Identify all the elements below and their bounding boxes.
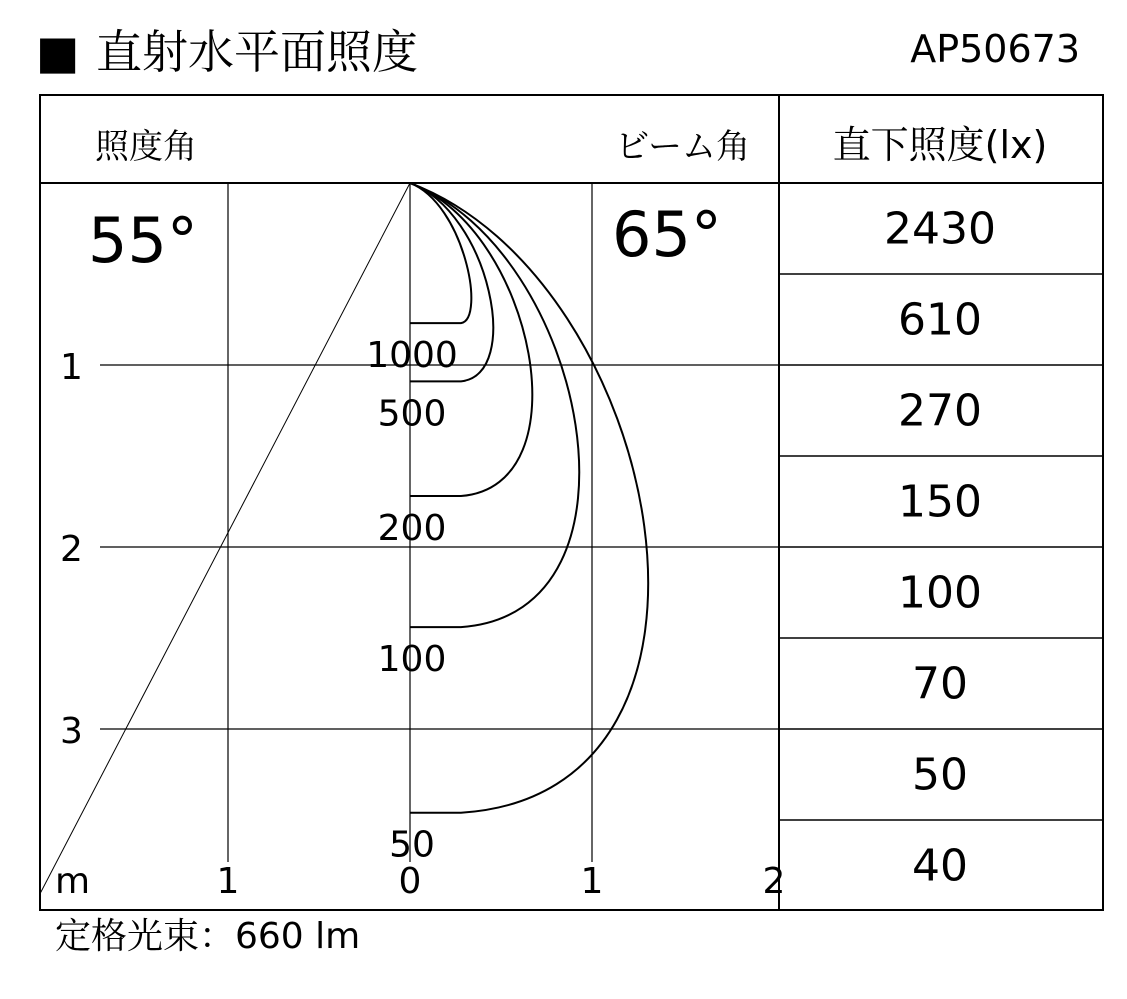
- table-cell-lux: 270: [898, 385, 982, 437]
- isolux-label-50: 50: [389, 824, 435, 866]
- x-tick-label: 1: [216, 861, 240, 902]
- table-cell-lux: 150: [898, 476, 982, 528]
- beam-angle-value: 65°: [612, 198, 722, 271]
- page-title: 直射水平面照度: [96, 25, 418, 79]
- illuminance-angle-value: 55°: [88, 204, 198, 277]
- title-marker: ■: [36, 25, 80, 79]
- isolux-label-100: 100: [377, 639, 447, 681]
- y-tick-label: 2: [60, 529, 83, 570]
- table-cell-lux: 40: [912, 840, 968, 892]
- table-cell-lux: 100: [898, 567, 982, 619]
- model-number: AP50673: [910, 27, 1080, 71]
- y-tick-label: 3: [60, 711, 83, 752]
- table-cell-lux: 70: [912, 658, 968, 710]
- beam-angle-label: ビーム角: [615, 127, 750, 167]
- y-tick-label: 1: [60, 347, 83, 388]
- illuminance-angle-label: 照度角: [95, 127, 197, 167]
- table-cell-lux: 610: [898, 294, 982, 346]
- isolux-contour-50: [410, 183, 648, 813]
- x-tick-label: 1: [580, 861, 604, 902]
- isolux-contours: [366, 183, 648, 866]
- x-tick-label: 0: [398, 861, 422, 902]
- isolux-label-200: 200: [377, 508, 447, 550]
- isolux-label-1000: 1000: [366, 335, 458, 377]
- isolux-contour-1000: [410, 183, 471, 323]
- x-tick-label: 2: [762, 861, 786, 902]
- illuminance-angle-line: [40, 183, 410, 894]
- table-cell-lux: 50: [912, 749, 968, 801]
- isolux-label-500: 500: [377, 393, 447, 435]
- direct-illuminance-table: [779, 204, 1103, 892]
- x-axis-unit: m: [55, 861, 91, 902]
- footer-note: 定格光束：660 lm: [55, 916, 361, 957]
- direct-illuminance-header: 直下照度(lx): [832, 123, 1048, 167]
- table-cell-lux: 2430: [884, 203, 996, 255]
